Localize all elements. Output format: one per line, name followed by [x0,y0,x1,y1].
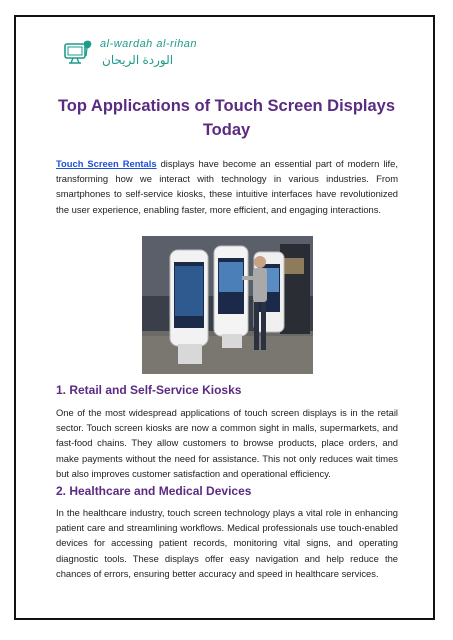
section-body-2: In the healthcare industry, touch screen technology plays a vital role in enhancing patient care and streamlining workflows. Medical professionals use touch-enabled devices for accessing patient records, monitoring vital signs, and operating diagnostic tools. These displays offer easy navigation and help reduce the chances of errors, ensuring better accuracy and speed in healthcare services. [56,507,398,579]
page-title-line-2: Today [202,121,251,139]
logo-text-latin: al-wardah al-rihan [100,38,198,50]
section-heading-2: 2. Healthcare and Medical Devices [56,484,252,498]
kiosk-photo [142,236,313,374]
touch-screen-rentals-link[interactable]: Touch Screen Rentals [56,158,157,169]
page-title-line-1: Top Applications of Touch Screen Displays [57,97,396,115]
section-body-1: One of the most widespread applications of touch screen displays is in the retail sector. Touch screen kiosks are now a common sight in malls, supermarkets, and fast-food chains. They allow customers to browse products, place orders, and make payments without the need for assistance. This not only reduces wait times but also improves customer satisfaction and operational efficiency. [56,407,398,479]
intro-paragraph [56,156,398,217]
logo-emblem-icon [62,36,96,66]
section-heading-1: 1. Retail and Self-Service Kiosks [56,383,242,397]
page-title [40,94,413,142]
company-logo [62,36,222,74]
intro-text: displays have become an essential part of modern life, transforming how we interact with technology in various industries. From smartphones to self-service kiosks, these intuitive interfaces have revolutionized the user experience, enabling faster, more efficient, and engaging interactions. [56,158,398,215]
logo-text-arabic: الوردة الريحان [102,53,174,67]
